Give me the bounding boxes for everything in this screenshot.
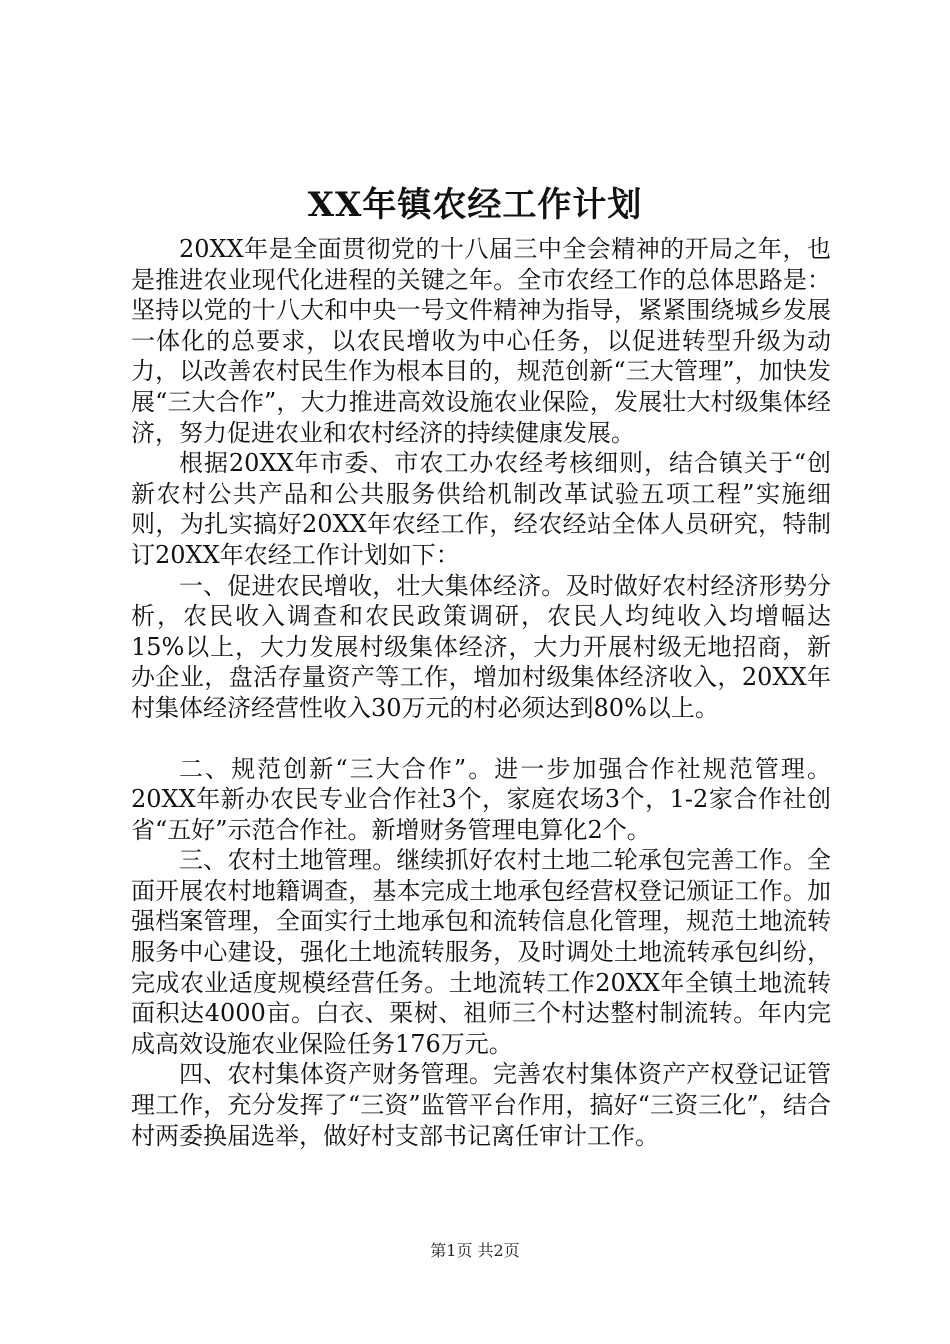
document-body — [131, 234, 831, 1151]
paragraph-item-1: 一、促进农民增收，壮大集体经济。及时做好农村经济形势分析，农民收入调查和农民政策调研，农民人均纯收入均增幅达15%以上，大力发展村级集体经济，大力开展村级无地招商，新办企业，盘活存量资产等工作，增加村级集体经济收入，20XX年村集体经济经营性收入30万元的村必须达到80%以上。 — [131, 571, 831, 722]
paragraph-item-4: 四、农村集体资产财务管理。完善农村集体资产产权登记证管理工作，充分发挥了“三资”监管平台作用，搞好“三资三化”，结合村两委换届选举，做好村支部书记离任审计工作。 — [131, 1060, 831, 1150]
paragraph-item-3: 三、农村土地管理。继续抓好农村土地二轮承包完善工作。全面开展农村地籍调查，基本完成土地承包经营权登记颁证工作。加强档案管理，全面实行土地承包和流转信息化管理，规范土地流转服务中心建设，强化土地流转服务，及时调处土地流转承包纠纷，完成农业适度规模经营任务。土地流转工作20XX年全镇土地流转面积达4000亩。白衣、栗树、祖师三个村达整村制流转。年内完成高效设施农业保险任务176万元。 — [131, 846, 831, 1058]
page-number-footer: 第1页 共2页 — [430, 1241, 520, 1260]
paragraph-item-2: 二、规范创新“三大合作”。进一步加强合作社规范管理。20XX年新办农民专业合作社3个，家庭农场3个，1-2家合作社创省“五好”示范合作社。新增财务管理电算化2个。 — [131, 754, 831, 844]
document-title: XX年镇农经工作计划 — [307, 185, 643, 225]
paragraph-basis: 根据20XX年市委、市农工办农经考核细则，结合镇关于“创新农村公共产品和公共服务供给机制改革试验五项工程”实施细则，为扎实搞好20XX年农经工作，经农经站全体人员研究，特制订20XX年农经工作计划如下： — [131, 449, 831, 569]
paragraph-intro: 20XX年是全面贯彻党的十八届三中全会精神的开局之年，也是推进农业现代化进程的关键之年。全市农经工作的总体思路是：坚持以党的十八大和中央一号文件精神为指导，紧紧围绕城乡发展一体化的总要求，以农民增收为中心任务，以促进转型升级为动力，以改善农村民生作为根本目的，规范创新“三大管理”，加快发展“三大合作”，大力推进高效设施农业保险，发展壮大村级集体经济，努力促进农业和农村经济的持续健康发展。 — [131, 235, 831, 447]
